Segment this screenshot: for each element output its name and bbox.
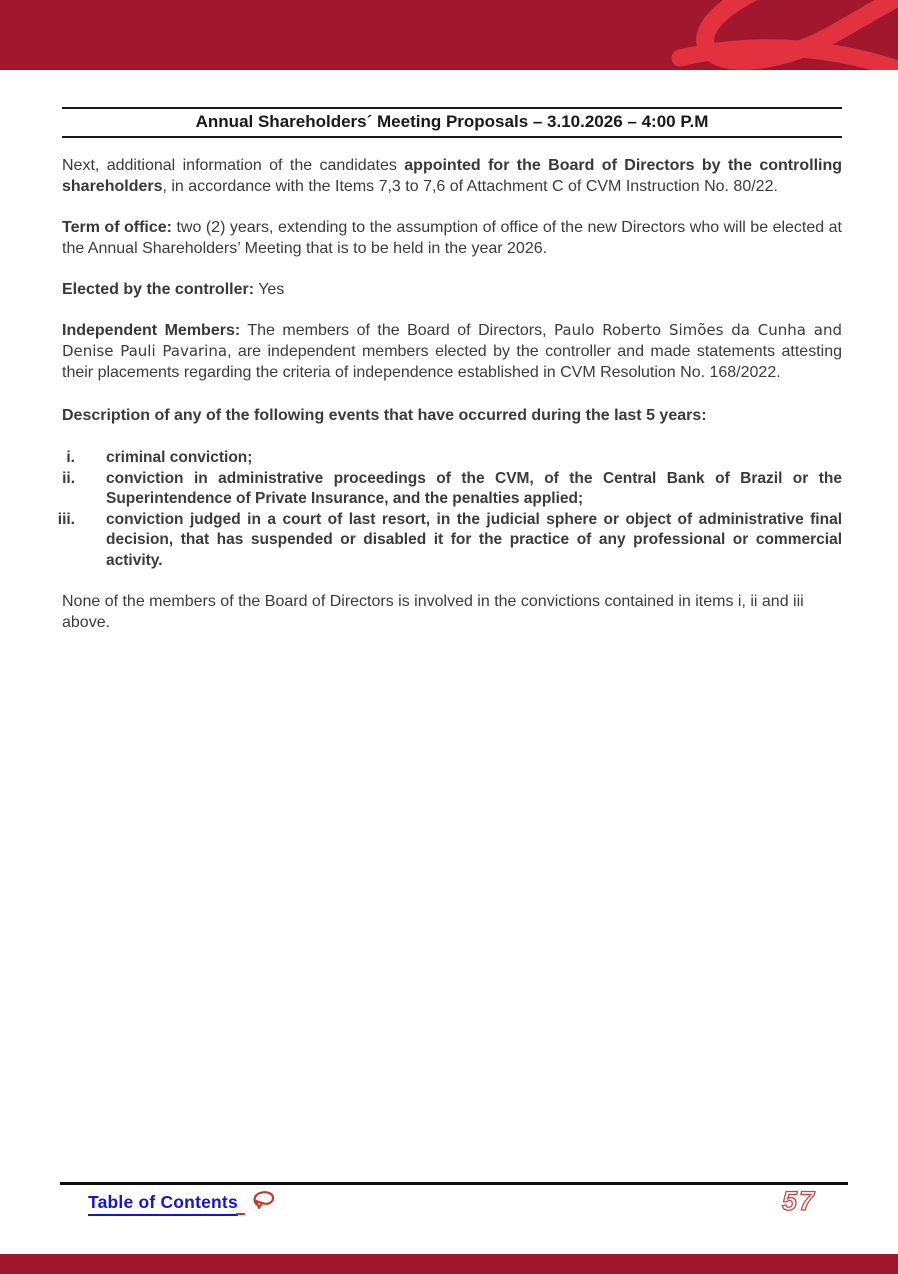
list-item: conviction judged in a court of last resort, in the judicial sphere or object of administrative final decision, that has suspended or disabled it for the practice of any professional or commercial activity. bbox=[106, 510, 842, 569]
paragraph-intro bbox=[62, 155, 842, 197]
list-item: criminal conviction; bbox=[106, 449, 253, 466]
elected-label: Elected by the controller: bbox=[62, 281, 255, 298]
list-item-number: ii. bbox=[62, 469, 75, 487]
list-item: conviction in administrative proceedings of the CVM, of the Central Bank of Brazil or the Superintendence of Private Insurance, and the penalties applied; bbox=[106, 469, 842, 507]
paragraph-elected bbox=[62, 279, 842, 300]
intro-text-pre: Next, additional information of the candidates bbox=[62, 157, 405, 174]
intro-text-post: , in accordance with the Items 7,3 to 7,6 of Attachment C of CVM Instruction No. 80/22. bbox=[162, 178, 778, 195]
paragraph-term-of-office bbox=[62, 217, 842, 259]
page-title-text: Annual Shareholders´ Meeting Proposals – 3.10.2026 – 4:00 P.M bbox=[195, 112, 709, 131]
page-number: 57 bbox=[781, 1186, 816, 1216]
brand-swoosh-icon bbox=[0, 0, 898, 70]
footer-band bbox=[0, 1254, 898, 1274]
independent-member-names: Paulo Roberto Simões da Cunha and Denise Pauli Pavarina bbox=[62, 321, 842, 360]
page-title bbox=[62, 107, 842, 138]
paragraph-closing: None of the members of the Board of Directors is involved in the convictions contained in items i, ii and iii above. bbox=[62, 593, 804, 631]
return-arrow-icon[interactable] bbox=[250, 1189, 277, 1219]
elected-text: Yes bbox=[254, 281, 285, 298]
independent-text-1: The members of the Board of Directors, bbox=[240, 322, 555, 339]
intro-text-bold: appointed for the Board of Directors by the controlling shareholders bbox=[62, 157, 842, 195]
list-item-number: iii. bbox=[57, 510, 75, 528]
term-label: Term of office: bbox=[62, 219, 172, 236]
independent-label: Independent Members: bbox=[62, 322, 241, 339]
list-item-number: i. bbox=[66, 449, 75, 466]
header-band bbox=[0, 0, 898, 70]
description-heading: Description of any of the following events that have occurred during the last 5 years: bbox=[62, 407, 707, 424]
document-body bbox=[0, 70, 898, 633]
footer bbox=[60, 1186, 848, 1222]
events-list bbox=[47, 448, 842, 571]
table-of-contents-link[interactable]: Table of Contents bbox=[88, 1192, 238, 1216]
term-text: two (2) years, extending to the assumption of office of the new Directors who will be elected at the Annual Shareholders’ Meeting that is to be held in the year 2026. bbox=[62, 219, 842, 257]
independent-text-2: , are independent members elected by the controller and made statements attesting their placements regarding the criteria of independence established in CVM Resolution No. 168/2022. bbox=[62, 343, 843, 381]
toc-underline-mark bbox=[236, 1213, 245, 1215]
paragraph-independent-members bbox=[62, 320, 842, 383]
footer-divider bbox=[60, 1182, 848, 1185]
